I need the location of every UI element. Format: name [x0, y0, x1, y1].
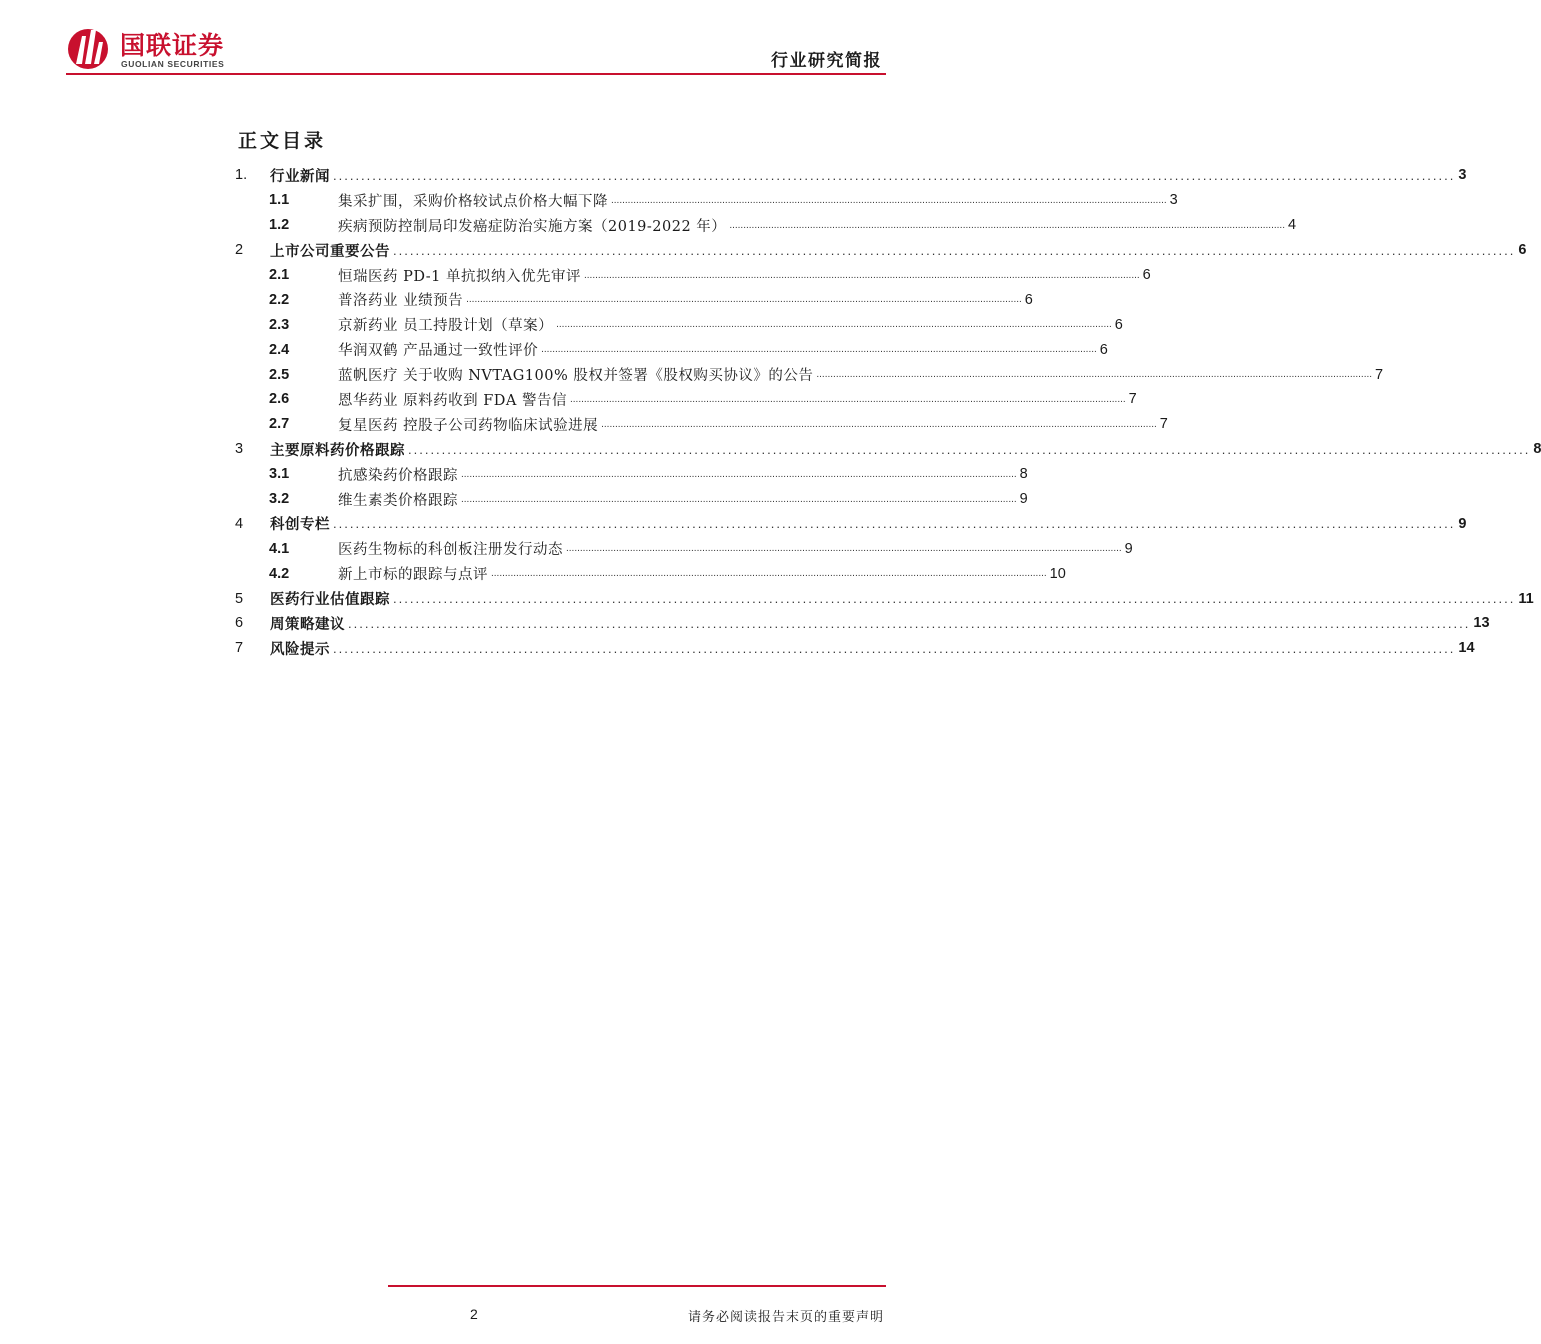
toc-entry[interactable] — [235, 287, 1033, 312]
toc-entry-number: 2.4 — [269, 341, 290, 358]
footer-disclaimer: 请务必阅读报告末页的重要声明 — [687, 1310, 884, 1325]
toc-dot-leader: ........................................................................................................................................................................................................ — [333, 516, 1456, 532]
toc-entry-page: 4 — [1287, 217, 1297, 234]
toc-entry[interactable] — [235, 312, 1123, 337]
toc-entry-page: 3 — [1458, 167, 1467, 184]
toc-entry[interactable] — [235, 611, 1490, 636]
toc-entry-title: 医药生物标的科创板注册发行动态 — [338, 542, 563, 559]
toc-entry-number: 2.2 — [269, 291, 290, 308]
toc-entry-number: 2.6 — [269, 391, 290, 408]
table-of-contents — [235, 163, 1541, 661]
toc-entry[interactable] — [235, 412, 1168, 437]
toc-entry-number: 1.1 — [269, 192, 290, 209]
toc-dot-leader: ........................................................................................................................................................................................................ — [333, 167, 1456, 183]
toc-dot-leader: ........................................................................................................................................................................................................ — [408, 441, 1531, 457]
toc-entry-title: 主要原料药价格跟踪 — [270, 441, 405, 459]
toc-entry-title: 恒瑞医药 PD-1 单抗拟纳入优先审评 — [338, 268, 581, 285]
toc-entry[interactable] — [235, 362, 1384, 387]
toc-entry-title: 科创专栏 — [270, 516, 330, 534]
toc-dot-leader: ........................................................................................................................................................................................................ — [566, 543, 1122, 555]
toc-dot-leader: ........................................................................................................................................................................................................ — [556, 319, 1112, 331]
toc-dot-leader: ........................................................................................................................................................................................................ — [611, 194, 1167, 206]
toc-dot-leader: ........................................................................................................................................................................................................ — [333, 640, 1456, 656]
report-type-label: 行业研究简报 — [771, 51, 882, 71]
toc-entry-title: 上市公司重要公告 — [270, 242, 390, 260]
toc-entry-page: 7 — [1159, 416, 1168, 433]
toc-entry-title: 蓝帆医疗 关于收购 NVTAG100% 股权并签署《股权购买协议》的公告 — [338, 368, 814, 385]
page-header — [66, 20, 886, 76]
toc-entry-page: 6 — [1518, 242, 1527, 259]
guolian-logo-icon — [66, 24, 112, 72]
toc-entry-title: 恩华药业 原料药收到 FDA 警告信 — [338, 392, 567, 409]
toc-entry-title: 行业新闻 — [270, 167, 330, 185]
toc-entry-number: 6 — [235, 615, 244, 632]
company-name-cn: 国联证券 — [120, 31, 225, 60]
toc-entry[interactable] — [235, 511, 1467, 536]
toc-entry-page: 7 — [1375, 366, 1384, 383]
toc-dot-leader: ........................................................................................................................................................................................................ — [461, 493, 1017, 505]
toc-entry-number: 4 — [235, 515, 244, 532]
toc-entry[interactable] — [235, 437, 1541, 462]
toc-entry-page: 14 — [1458, 640, 1475, 657]
toc-dot-leader: ........................................................................................................................................................................................................ — [729, 219, 1285, 231]
toc-title: 正文目录 — [238, 130, 327, 152]
toc-entry-number: 4.1 — [269, 540, 290, 557]
toc-entry-number: 2.5 — [269, 366, 290, 383]
toc-entry[interactable] — [235, 462, 1028, 487]
toc-entry-page: 8 — [1533, 441, 1541, 458]
toc-entry-number: 7 — [235, 640, 244, 657]
toc-dot-leader: ........................................................................................................................................................................................................ — [569, 393, 1126, 405]
toc-entry-title: 华润双鹤 产品通过一致性评价 — [338, 343, 539, 360]
toc-entry-title: 新上市标的跟踪与点评 — [338, 567, 488, 584]
toc-entry-title: 疾病预防控制局印发癌症防治实施方案（2019-2022 年） — [338, 218, 727, 235]
toc-entry-number: 2.1 — [269, 267, 290, 283]
header-divider — [66, 73, 886, 75]
toc-entry-number: 4.2 — [269, 565, 290, 582]
footer-divider — [388, 1285, 886, 1287]
toc-entry[interactable] — [235, 387, 1137, 412]
toc-entry-page: 6 — [1024, 291, 1033, 308]
toc-entry-page: 7 — [1128, 391, 1137, 408]
toc-entry[interactable] — [235, 561, 1066, 586]
toc-entry[interactable] — [235, 586, 1534, 611]
toc-entry-page: 9 — [1124, 540, 1133, 557]
toc-entry-number: 3 — [235, 441, 244, 458]
toc-entry-page: 13 — [1473, 615, 1490, 632]
toc-entry-number: 2.3 — [269, 316, 290, 333]
toc-dot-leader: ........................................................................................................................................................................................................ — [393, 242, 1516, 258]
toc-entry-number: 1.2 — [269, 217, 290, 234]
toc-entry-title: 周策略建议 — [270, 615, 345, 633]
toc-entry[interactable] — [235, 188, 1178, 213]
toc-entry[interactable] — [235, 163, 1467, 188]
toc-entry-title: 维生素类价格跟踪 — [338, 492, 458, 509]
toc-dot-leader: ........................................................................................................................................................................................................ — [541, 344, 1097, 356]
company-name-en: GUOLIAN SECURITIES — [121, 59, 225, 69]
toc-dot-leader: ........................................................................................................................................................................................................ — [816, 369, 1373, 381]
toc-dot-leader: ........................................................................................................................................................................................................ — [466, 294, 1022, 306]
company-logo — [66, 24, 286, 72]
toc-entry[interactable] — [235, 636, 1475, 661]
toc-dot-leader: ........................................................................................................................................................................................................ — [584, 269, 1140, 281]
toc-entry-title: 医药行业估值跟踪 — [270, 591, 390, 609]
toc-entry-number: 2.7 — [269, 416, 290, 433]
toc-entry-number: 5 — [235, 590, 244, 607]
toc-entry-title: 抗感染药价格跟踪 — [338, 467, 458, 484]
toc-entry-page: 11 — [1518, 590, 1534, 607]
toc-entry-page: 9 — [1019, 491, 1028, 508]
toc-entry-page: 8 — [1019, 466, 1028, 483]
toc-dot-leader: ........................................................................................................................................................................................................ — [491, 568, 1047, 580]
toc-entry-page: 9 — [1458, 515, 1467, 532]
toc-entry-page: 6 — [1142, 267, 1151, 283]
toc-entry-title: 风险提示 — [270, 640, 330, 658]
toc-entry[interactable] — [235, 487, 1028, 512]
toc-dot-leader: ........................................................................................................................................................................................................ — [461, 468, 1017, 480]
toc-entry-number: 3.1 — [269, 466, 290, 483]
toc-entry-number: 1. — [235, 167, 248, 184]
toc-entry[interactable] — [235, 213, 1297, 238]
toc-entry-title: 集采扩围，采购价格较试点价格大幅下降 — [338, 193, 608, 210]
toc-entry[interactable] — [235, 263, 1151, 288]
toc-dot-leader: ........................................................................................................................................................................................................ — [393, 591, 1516, 607]
toc-entry-page: 6 — [1099, 341, 1108, 358]
toc-entry-number: 3.2 — [269, 491, 290, 508]
toc-dot-leader: ........................................................................................................................................................................................................ — [601, 418, 1157, 430]
toc-entry-title: 复星医药 控股子公司药物临床试验进展 — [338, 417, 599, 434]
page-number: 2 — [470, 1306, 478, 1322]
toc-entry-number: 2 — [235, 242, 244, 259]
toc-entry[interactable] — [235, 337, 1108, 362]
toc-entry[interactable] — [235, 536, 1133, 561]
toc-entry[interactable] — [235, 238, 1527, 263]
toc-entry-title: 京新药业 员工持股计划（草案） — [338, 318, 554, 335]
toc-entry-page: 10 — [1049, 565, 1066, 582]
toc-entry-page: 6 — [1114, 316, 1123, 333]
toc-entry-page: 3 — [1169, 192, 1178, 209]
toc-dot-leader: ........................................................................................................................................................................................................ — [348, 615, 1471, 631]
toc-entry-title: 普洛药业 业绩预告 — [338, 293, 464, 310]
